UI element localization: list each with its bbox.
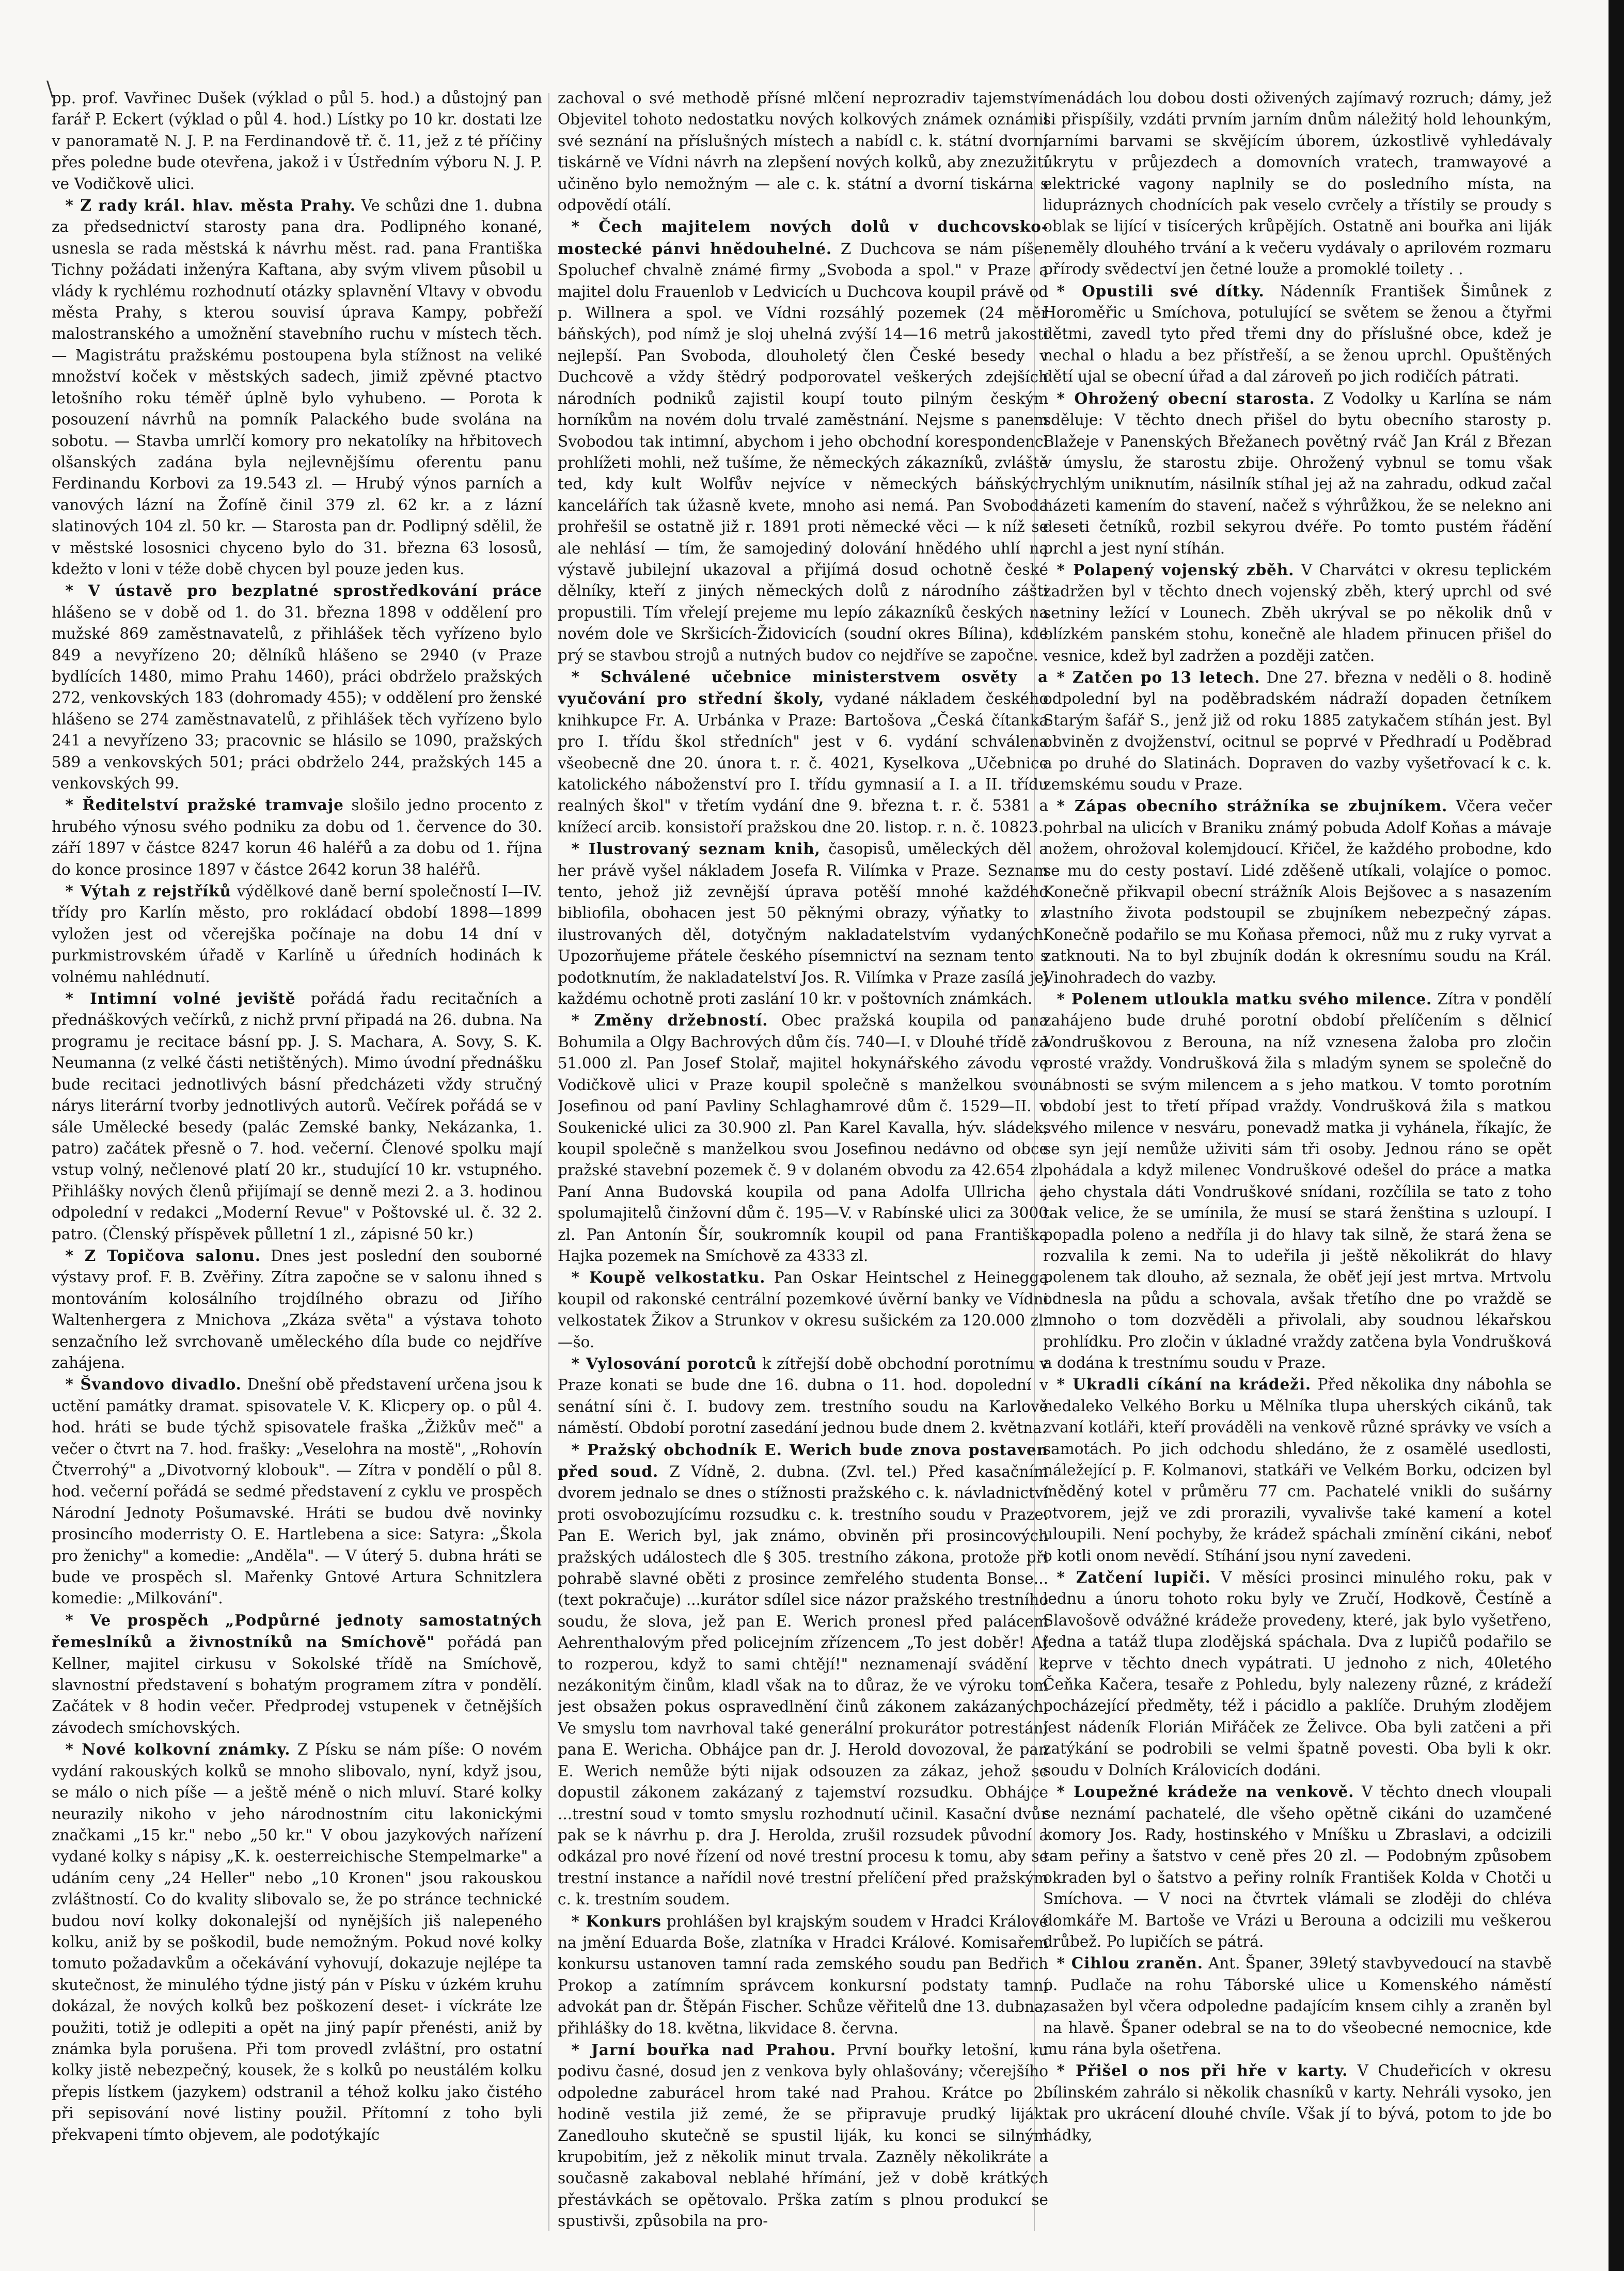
article-text: První bouřky letošní, ku podivu časné, dosud jen z venkova byly ohlašovány; včerejšího odpoledne zaburácel hrom také nad Prahou. Krátce po 2. hodině vestila již zemé, že se připravuje prudký liják. Zanedlouho skutečně se spustil liják, ku konci se silným krupobitím, jež z několik minut trvala. Zazněly několikráte a současně zakaboval neblahé hřímání, jež v době krátkých přestávkách se opětovalo. Prška zatím s plnou produkcí se spustivši, způsobila na pro- [558,2041,1048,2230]
article-text: Dne 27. března v neděli o 8. hodině odpolední byl na poděbradském nádraží dopaden četníkem Starým šafář S., jenž již od roku 1885 zatykačem stíhán jest. Byl obviněn z dvojženství, ocitnul se poprvé v Předhradí u Poděbrad a po druhé do Slatinách. Dopraven do vazby vyšetřovací k c. k. zemskému soudu v Praze. [1043,668,1552,793]
news-article [1043,559,1552,667]
news-article [1043,1567,1552,1781]
article-text: Obec pražská koupila od pana Bohumila a Olgy Bachrových dům čís. 740—I. v Dlouhé třídě za 51.000 zl. Pan Josef Stolař, majitel hokynářského závodu ve Vodičkově ulici v Praze koupil společně s manželkou svou Josefinou od paní Pavliny Schlaghamrové dům č. 1529—II. v Soukenické ulici za 30.900 zl. Pan Karel Kavalla, hýv. sládek, koupil společně s manželkou svou Josefinou nedávno od obce pražské stavební pozemek č. 9 v dolaném obvodu za 42.654 zl. Paní Anna Budovská koupila od pana Adolfa Ullricha a spolumajitelů činžovní dům č. 195—V. v Rabínské ulici za 3000 zl. Pan Antonín Šír, soukromník koupil od pana Františka Hajka pozemek na Smíchově za 4333 zl. [558,1012,1048,1265]
news-article [52,794,542,880]
article-text: V Chudeřicích v okresu bílinském zahrálo si několik chasníků v karty. Nehráli vysoko, jen tak pro ukrácení dlouhé chvíle. Však jí to bývá, potom to jde bo hádky, [1043,2062,1552,2144]
column-divider [548,93,549,2231]
news-article [1043,88,1552,280]
news-article [1043,795,1552,988]
news-article [1043,1781,1552,1952]
article-text: Dnes jest poslední den souborné výstavy prof. F. B. Zvěřiny. Zítra započne se v salonu ihned s montováním kolosálního trojdílného obrazu od Jiřího Waltenhergera z Mnichova „Zkáza světa" a výstava tohoto senzačního lež svrchovaně uměleckého díla bude co nejdříve zahájena. [52,1247,542,1371]
news-article [52,1245,542,1374]
article-headline: * Ředitelství pražské tramvaje [65,796,344,814]
news-article [558,838,1048,1010]
article-text: časopisů, uměleckých děl a her právě vyšel nákladem Josefa R. Vilímka v Praze. Seznam tento, jehož již zevnější úprava potěší mnohé každého bibliofila, obohacen jest 50 pěknými obrazy, výňatky to z ilustrovaných děl, dotyčným nakladatelstvím vydaných. Upozorňujeme přátele českého písemnictví na seznam tento s podotknutím, že nakladatelství Jos. R. Vilímka v Praze zasílá jej každému ochotně proti zaslání 10 kr. v poštovních známkách. [558,840,1048,1008]
article-text: Ve schůzi dne 1. dubna za předsednictví starosty pana dra. Podlipného konané, usnesla se rada městská k návrhu měst. rad. pana Františka Tichny požádati inženýra Kaftana, aby svým vlivem působil u vlády k rychlému rozhodnutí otázky splavnění Vltavy v obvodu města Prahy, s kterou souvisí úprava Kampy, pobřeží malostranského a umožnění stavebního ruchu v místech těch. — Magistrátu pražskému postoupena byla stížnost na veliké množství koček v městských sadech, jimiž zpěvné ptactvo letošního roku téměř úplně bylo vyhubeno. — Porota k posouzení návrhů na pomník Palackého bude svolána na sobotu. — Stavba umrlčí komory pro nekatolíky na hřbitovech olšanských zadána byla nejlevnějšímu oferentu panu Ferdinandu Korbovi za 19.543 zl. — Hrubý výnos parních a vanových lázní na Žofíně činil 379 zl. 62 kr. a z lázní slatinových 104 zl. 50 kr. — Starosta pan dr. Podlipný sdělil, že v městské lososnici chyceno bylo do 31. března 63 lososů, kdežto v loni v téže době chycen byl pouze jeden kus. [52,197,542,578]
article-text: Z Vídně, 2. dubna. (Zvl. tel.) Před kasačním dvorem jednalo se dnes o stížnosti pražského c. k. návladnictví proti osvobozujícímu rozsudku c. k. trestního soudu v Praze. Pan E. Werich byl, jak známo, obviněn při prosincových pražských událostech dle § 305. trestního zákona, protože při pohrabě slavné oběti z prosince zemřelého studenta Bonse... (text pokračuje) ...kurátor sdílel sice názor pražského trestního soudu, že slova, jež pan E. Werich pronesl před palácem Aehrenthalovým před policejním zřízencem „To jest doběr! Ať to rozperou, když to sami chtějí!" neznamenají svádění k nezákonitým činům, kladl však na to důraz, že ve výroku tom jest obsažen pokus ospravedlnění činů zákonem zakázaných. Ve smyslu tom navrhoval také generální prokurátor potrestání pana E. Wericha. Obhájce pan dr. J. Herold dovozoval, že pan E. Werich nemůže býti nijak odsouzen za zákaz, jehož se dopustil zákonem zakázaný z tajemství rozsudku. Obhájce ...trestní soud v tomto smyslu rozhodnutí učinil. Kasační dvůr pak se k návrhu p. dra J. Herolda, zrušil rozsudek původní a odkázal pro nové řízení od nové trestní procesu k tomu, aby se trestní instance a nařídil nové trestní přelíčení před pražským c. k. trestním soudem. [558,1463,1048,1909]
article-text: Z Vodolky u Karlína se nám sděluje: V těchto dnech přišel do bytu obecního starosty p. Blažeje v Panenských Břežanech povětný rváč Jan Král z Březan v úmyslu, že starostu zbije. Ohrožený vybnul se tomu však rychlým uniknutím, násilník stíhal jej až na zahradu, odkud začal házeti kamením do stavení, načež s výhrůžkou, že se nelekno ani deseti četníků, rozbil sekyrou dvéře. Po tomto pustém řádění prchl a jest nyní stíhán. [1043,389,1552,557]
article-text: Před několika dny nábohla se nedaleko Velkého Borku u Mělníka tlupa uherských cikánů, tak zvaní kotláři, kteří prováděli na venkově různé správky ve vsích a samotách. Po jich odchodu shledáno, že z osamělé usedlosti, náležející p. F. Kolmanovi, statkáři ve Velkém Borku, odcizen byl měděný kotel v průměru 77 cm. Pachatelé vnikli do sušárny otvorem, jejž ve zdi prorazili, vyvalivše také kamení a kotel uloupili. Není pochyby, že krádež spáchali zmínění cikáni, neboť o kotli onom nevědí. Stíhání jsou nyní zavedeni. [1043,1376,1552,1565]
article-headline: * Z Topičova salonu. [65,1246,261,1265]
news-article [1043,280,1552,388]
article-text: Ant. Španer, 39letý stavbyvedoucí na stavbě p. Pudlače na rohu Táborské ulice u Komenského náměstí zasažen byl včera odpoledne padajícím knsem cihly a zraněn byl na hlavě. Španer odebral se na to do všeobecné nemocnice, kde mu rána byla ošetřena. [1043,1954,1552,2058]
news-article [558,1911,1048,2039]
article-headline: * Ukradli cíkání na krádeži. [1057,1375,1312,1394]
article-headline: * Ilustrovaný seznam knih, [571,840,821,858]
article-text: prohlášen byl krajským soudem v Hradci Králové na jmění Eduarda Boše, zlatníka v Hradci Králové. Komisařem konkursu ustanoven tamní rada zemského soudu pan Bedřich Prokop a zatímním správcem konkursní podstaty tamní advokát pan dr. Štěpán Fischer. Schůze věřitelů dne 13. dubna, přihlášky do 18. května, likvidace 8. června. [558,1912,1048,2037]
article-text: zachoval o své methodě přísné mlčení neprozradiv tajemství. Objevitel tohoto nedostatku nových kolkových známek oznámil své seznání na příslušných místech a nabídl c. k. státní dvorní tiskárně ve Vídni návrh na zlepšení nových kolků, aby znezužití učiněno bylo nemožným — ale c. k. státní a dvorní tiskárna s odpovědí otálí. [558,89,1048,214]
article-text: výdělkové daně berní společností I—IV. třídy pro Karlín město, pro rokládací období 1898—1899 vyložen jest od včerejška počínaje na dobu 14 dní v purkmistrovském úřadě v Karlíně u úředních hodinách k volnému nahlédnutí. [52,882,542,986]
news-article [52,1374,542,1609]
news-article [52,880,542,988]
article-text: slošilo jedno procento z hrubého výnosu svého podniku za dobu od 1. července do 30. září 1897 v částce 8247 korun 46 haléřů a za dobu od 1. října do konce prosince 1897 v částce 2642 korun 38 haléřů. [52,796,542,878]
article-text: V měsíci prosinci minulého roku, pak v lednu a únoru tohoto roku byly ve Zručí, Hodkově, Čestíně a Slavošově odvážné krádeže provedeny, které, jak bylo vyšetřeno, jedna a tatáž tlupa zlodějská spáchala. Dva z lupičů podařilo se teprve v těchto dnech vypátrati. U jednoho z nich, 40letého Čeňka Kačera, tesaře z Pohledu, byly nalezeny různé, z krádeží pocházející předměty, též i pácidlo a paklíče. Druhým zlodějem jest nádeník Florián Miřáček ze Želivce. Oba byli zatčeni a při zatýkání se podrobili se velmi špatně povesti. Oba byli k okr. soudu v Dolních Královicích dodáni. [1043,1569,1552,1779]
news-article [52,580,542,794]
article-headline: * Konkurs [571,1912,661,1930]
article-headline: * Jarní bouřka nad Prahou. [571,2040,836,2059]
news-article [558,216,1048,666]
article-text: Pan Oskar Heintschel z Heinegga koupil od rakonské centrální pozemkové úvěrní banky ve Vídni velkostatek Žikov a Strunkov v okresu sušickém za 120.000 zl. —šo. [558,1269,1048,1351]
news-article [52,1739,542,2146]
article-text: V Charvátci v okresu teplickém zadržen byl v těchto dnech vojenský zběh, který uprchl od své setniny ležící v Lounech. Zběh ukrýval se po několik dnů v blízkém panském stohu, konečně ale hladem přinucen přišel do vesnice, kdež byl zadržen a později zatčen. [1043,561,1552,665]
article-headline: * Polenem utloukla matku svého milence. [1057,990,1432,1008]
article-text: Dnešní obě představení určena jsou k uctění památky dramat. spisovatele V. K. Klicpery op. o půl 4. hod. hráti se bude týchž spisovatele fraška „Žižkův meč" a večer o čtvrt na 7. hod. frašky: „Veselohra na mostě", „Rohovín Čtverrohý" a „Divotvorný klobouk". — Zítra v pondělí o půl 8. hod. večerní pořádá se sedmé představení z cyklu ve prospěch Národní Jednoty Pošumavské. Hráti se budou dvě novinky prosincího moderristy O. E. Hartlebena a sice: Satyra: „Škola pro ženichy" a komedie: „Anděla". — V úterý 5. dubna hráti se bude ve prospěch sl. Mařenky Gntové Artura Schnitzlera komedie: „Milkování". [52,1376,542,1607]
news-article [1043,667,1552,795]
article-headline: * Z rady král. hlav. města Prahy. [65,196,356,215]
news-article [1043,2060,1552,2146]
column-1 [52,88,542,2231]
news-article [52,988,542,1245]
article-headline: * Vylosování porotců [571,1354,757,1373]
news-article [558,666,1048,838]
article-headline: * V ústavě pro bezplatné sprostředkování práce [65,581,542,600]
article-text: Zítra v pondělí zahájeno bude druhé porotní období přelíčením s dělnicí Vondruškovou z Berouna, na níž vznesena žaloba pro zločin prosté vraždy. Vondrušková žila s mladým synem se společně do nábnosti se svým milencem a s jeho matkou. V tomto porotním období jest to třetí případ vraždy. Vondrušková žila s matkou svého milence v nesváru, ponevadž matka ji vyhánela, říkajíc, že se syn její nemůže uživiti sám tři osoby. Jednou ráno se opět pohádala a když milenec Vondruškové odešel do práce a matka jeho chystala dáti Vondruškové snídani, rozčílila se tato z toho tak velice, že se umínila, že musí se stará ženština s uzloupí. I popadla poleno a nedříla ji do hlavy tak silně, že stará žena se rozvalila k zemi. Na to udeřila ji ještě několikrát do hlavy polenem tak dlouho, až seznala, že oběť její jest mrtva. Mrtvolu odnesla na půdu a schovala, avšak třetího dne po vraždě se mnoho o tom dozvěděli a přivolali, aby soudnou lékařskou prohlídku. Pro zločin v úkladné vraždy zatčena byla Vondrušková a dodána k trestnímu soudu v Praze. [1043,990,1552,1371]
article-headline: * Čech majitelem nových dolů v duchcovsko-mostecké pánvi hnědouhelné. [558,217,1048,258]
article-headline: * Ohrožený obecní starosta. [1057,389,1315,407]
article-headline: * Opustili své dítky. [1057,281,1265,300]
news-article [52,195,542,580]
article-headline: * Loupežné krádeže na venkově. [1057,1783,1354,1801]
article-headline: * Intimní volné jeviště [65,989,296,1008]
article-headline: * Koupě velkostatku. [571,1268,766,1287]
corner-mark: \ [46,77,54,101]
article-text: hlášeno se v době od 1. do 31. března 1898 v oddělení pro mužské 869 zaměstnavatelů, z přihlášek těch vyřízeno bylo 849 a nevyřízeno 20; dělníků hlášeno se 2940 (v Praze bydlících 1480, mimo Prahu 1460), práci obdrželo pražských 272, venkovských 183 (dohromady 455); v oddělení pro ženské hlášeno se 274 zaměstnavatelů, z přihlášek těch vyřízeno bylo 241 a nevyřízeno 33; pracovnic se hlásilo se 1090, pražských 589 a venkovských 501; práci obdrželo 244, pražských 145 a venkovských 99. [52,603,542,792]
article-headline: * Cihlou zraněn. [1057,1954,1203,1973]
news-article [1043,1952,1552,2060]
article-text: Včera večer pohrbal na ulicích v Braniku známý pobuda Adolf Koňas a mávaje nožem, ohrožoval kolemjdoucí. Křičel, že každého probodne, kdo se mu do cesty postaví. Lidé zděšeně utíkali, volajíce o pomoc. Konečně přikvapil obecní strážník Alois Bejšovec a s nasazením vlastního života podstoupil se zbujníkem nebezpečný zápas. Konečně podařilo se mu Koňasa přemoci, nůž mu z ruky vyrvat a zatknouti. Na to byl zbujník dodán k okresnímu soudu na Král. Vinohradech do vazby. [1043,797,1552,986]
article-text: pořádá pan Kellner, majitel cirkusu v Sokolské třídě na Smíchově, slavnostní představení s bohatým programem zítra v pondělí. Začátek v 8 hodin večer. Předprodej vstupenek v četnějších závodech smíchovských. [52,1633,542,1737]
article-text: Z Písku se nám píše: O novém vydání rakouských kolků se mnoho slibovalo, nyní, když jsou, se málo o nich píše — a ještě méně o nich mluví. Staré kolky neurazily nikoho v jeho národnostním citu lakonickými značkami „15 kr." nebo „50 kr." V obou jazykových nařízení vydané kolky s nápisy „K. k. oesterreichische Stempelmarke" a udáním ceny „24 Heller" nebo „10 Kronen" jsou rakouskou zvláštností. Co do kvality slibovalo se, že po stránce technické budou noví kolky dokonalejší od nynějších jiš nalepeného kolku, aniž by se poškodil, bude nemožným. Pokud nové kolky tomuto požadavkům a očekávání vyhovují, dokazuje nejlépe ta skutečnost, že minulého týdne jistý pán v Písku v úzkém kruhu dokázal, že nových kolků bez poškození deset- i víckráte lze použiti, totiž je odlepiti a opět na jiný papír přenésti, aniž by známka byla porušena. Při tom provedl zvláštní, pro ostatní kolky jistě nebezpečný, kousek, že s kolků po neustálém kolku přepis lístkem (jazykem) odstranil a téhož kolku jako čistého při sepisování nové listiny použil. Přítomní z toho byli překvapeni tímto objevem, ale podotýkajíc [52,1741,542,2143]
column-2 [558,88,1048,2231]
article-headline: * Zatčení lupiči. [1057,1568,1211,1587]
article-headline: * Schválené učebnice ministerstvem osvěty a vyučování pro střední školy, [558,667,1048,708]
news-article [1043,988,1552,1374]
news-article [52,88,542,195]
scan-edge [1609,0,1624,2271]
article-headline: * Zápas obecního strážníka se zbujníkem. [1057,797,1448,815]
article-headline: * Nové kolkovní známky. [65,1740,291,1759]
article-headline: * Změny držebností. [571,1011,768,1030]
article-text: k zítřejší době obchodní porotnímu v Praze konati se bude dne 16. dubna o 11. hod. dopolední v senátní síni č. I. budovy zem. trestního soudu na Karlově náměstí. Období porotní zasedání jednou bude dnem 2. května. [558,1354,1048,1437]
article-text: vydané nákladem českého knihkupce Fr. A. Urbánka v Praze: Bartošova „Česká čítanka pro I. třídu škol středních" jest v 6. vydání schválena všeobecně dne 20. února t. r. č. 4021, Kyselkova „Učebnice katolického náboženství pro I. třídu gymnasií a I. a II. třídu realných škol" v třetím vydání dne 9. března t. r. č. 5381 a knížecí arcib. konsistoří pražskou dne 20. listop. r. n. č. 10823. [558,690,1048,836]
column-3 [1043,88,1552,2231]
article-headline: * Švandovo divadlo. [65,1375,242,1394]
article-text: Z Duchcova se nám píše: Spoluchef chvalně známé firmy „Svoboda a spol." v Praze a majitel dolu Frauenlob v Ledvicích u Duchcova koupil právě od p. Willnera a spol. ve Vídni rozsáhlý pozemek (24 měr báňských), pod nímž je sloj uhelná zvýší 14—16 metrů jakosti nejlepší. Pan Svoboda, dlouholetý člen České besedy v Duchcově a vždy štědrý podporovatel veškerých zdejších národních podniků zajistil koupí touto pilným českým horníkům na novém dolu trvalé zaměstnání. Nejsme s panem Svobodou tak intimní, abychom i jeho obchodní korespondenci prohlížeti mohli, než tušíme, že německých zákazníků, zvláště ted, kdy kult Wolfův nejvíce v německých báňských kancelářích tak úžasně kvete, mnoho asi nemá. Pan Svoboda prohřešil se ostatně již r. 1891 proti německé věci — k níž se ale nehlásí — tím, že samojediný dolování hnědého uhlí na výstavě jubilejní ukazoval a přijímá dosud ochotně české dělníky, kteří z jiných německých dolů z národního zášti propustili. Tím vřelejí prejeme mu lepío zákazníků českých na novém dole ve Skršicích-Židovicích (soudní okres Bílina), kde prý se stavbou strojů a nutných budov co nejdříve se započne. [558,240,1048,664]
news-article [558,2039,1048,2231]
news-article [558,1439,1048,1911]
article-text: pořádá řadu recitačních a přednáškových večírků, z nichž první připadá na 26. dubna. Na programu je recitace básní pp. J. S. Machara, A. Sovy, S. K. Neumanna (z velké části netištěných). Mimo úvodní přednášku bude recitaci jednotlivých básní předcházeti vždy stručný nárys literární tvorby jednotlivých autorů. Večírek pořádá se v sále Umělecké besedy (palác Zemské banky, Nekázanka, 1. patro) začátek přesně o 7. hod. večerní. Členové spolku mají vstup volný, nečlenové platí 20 kr., studující 10 kr. vstupného. Přihlášky nových členů přijímají se denně mezi 2. a 3. hodinou odpolední v redakci „Moderní Revue" v Poštovské ul. č. 32 2. patro. (Členský příspěvek půlletní 1 zl., zápisné 50 kr.) [52,990,542,1243]
news-article [558,88,1048,216]
article-text: menádách lou dobou dosti oživených zajímavý rozruch; dámy, jež si přispíšily, vzdáti prvním jarním dnům náležitý hold lehounkým, jarními barvami se skvějícím úborem, úzkostlivě vyhledávaly úkrytu v průjezdech a domovních vratech, tramwayové a elektrické vagony naplnily se do posledního místa, na lidupráznych chodnících pak veselo cvrčely a třístily se proudy s oblak se lijící v tisícerých krůpějích. Ostatně ani bouřka ani liják neměly dlouhého trvání a k večeru vydávaly o aprilovém rozmaru přírody svědectví jen četné louže a promoklé toilety . . [1043,89,1552,278]
article-headline: * Výtah z rejstříků [65,882,231,901]
article-headline: * Zatčen po 13 letech. [1057,668,1260,686]
news-article [558,1010,1048,1267]
news-article [558,1353,1048,1439]
news-article [1043,1374,1552,1567]
article-text: pp. prof. Vavřinec Dušek (výklad o půl 5. hod.) a důstojný pan farář P. Eckert (výklad o půl 4. hod.) Lístky po 10 kr. dostati lze v panoramatě N. J. P. na Ferdinandově tř. č. 11, jež z té příčiny přes poledne bude otevřena, jakož i v Ústředním výboru N. J. P. ve Vodičkově ulici. [52,89,542,193]
article-text: Nádenník František Šimůnek z Horoměřic u Smíchova, potulující se světem se ženou a čtyřmi dětmi, zavedl tyto před třemi dny do příslušné obce, kdež je nechal o hladu a bez přístřeší, a se ženou uprchl. Opuštěných dětí ujal se obecní úřad a dal zároveň po jich rodičích pátrati. [1043,282,1552,386]
news-article [1043,388,1552,559]
article-text: V těchto dnech vloupali se neznámí pachatelé, dle všeho opětně cikáni do uzamčené komory Jos. Rady, hostinského v Mníšku u Zbraslavi, a odcizili tam peřiny a šatstvo v ceně přes 20 zl. — Podobným způsobem okraden byl o šatstvo a peřiny rolník František Kolda v Chotči u Smíchova. — V noci na čtvrtek vlámali se zloději do chléva domkáře M. Bartoše ve Vrázi u Berouna a odcizili mu veškerou drůbež. Po lupičích se pátrá. [1043,1783,1552,1950]
article-headline: * Přišel o nos při hře v karty. [1057,2061,1348,2080]
article-headline: * Pražský obchodník E. Werich bude znova postaven před soud. [558,1440,1048,1480]
article-headline: * Ve prospěch „Podpůrné jednoty samostatných řemeslníků a živnostníků na Smíchově" [52,1611,542,1651]
news-article [52,1610,542,1739]
news-article [558,1267,1048,1353]
article-headline: * Polapený vojenský zběh. [1057,560,1295,579]
